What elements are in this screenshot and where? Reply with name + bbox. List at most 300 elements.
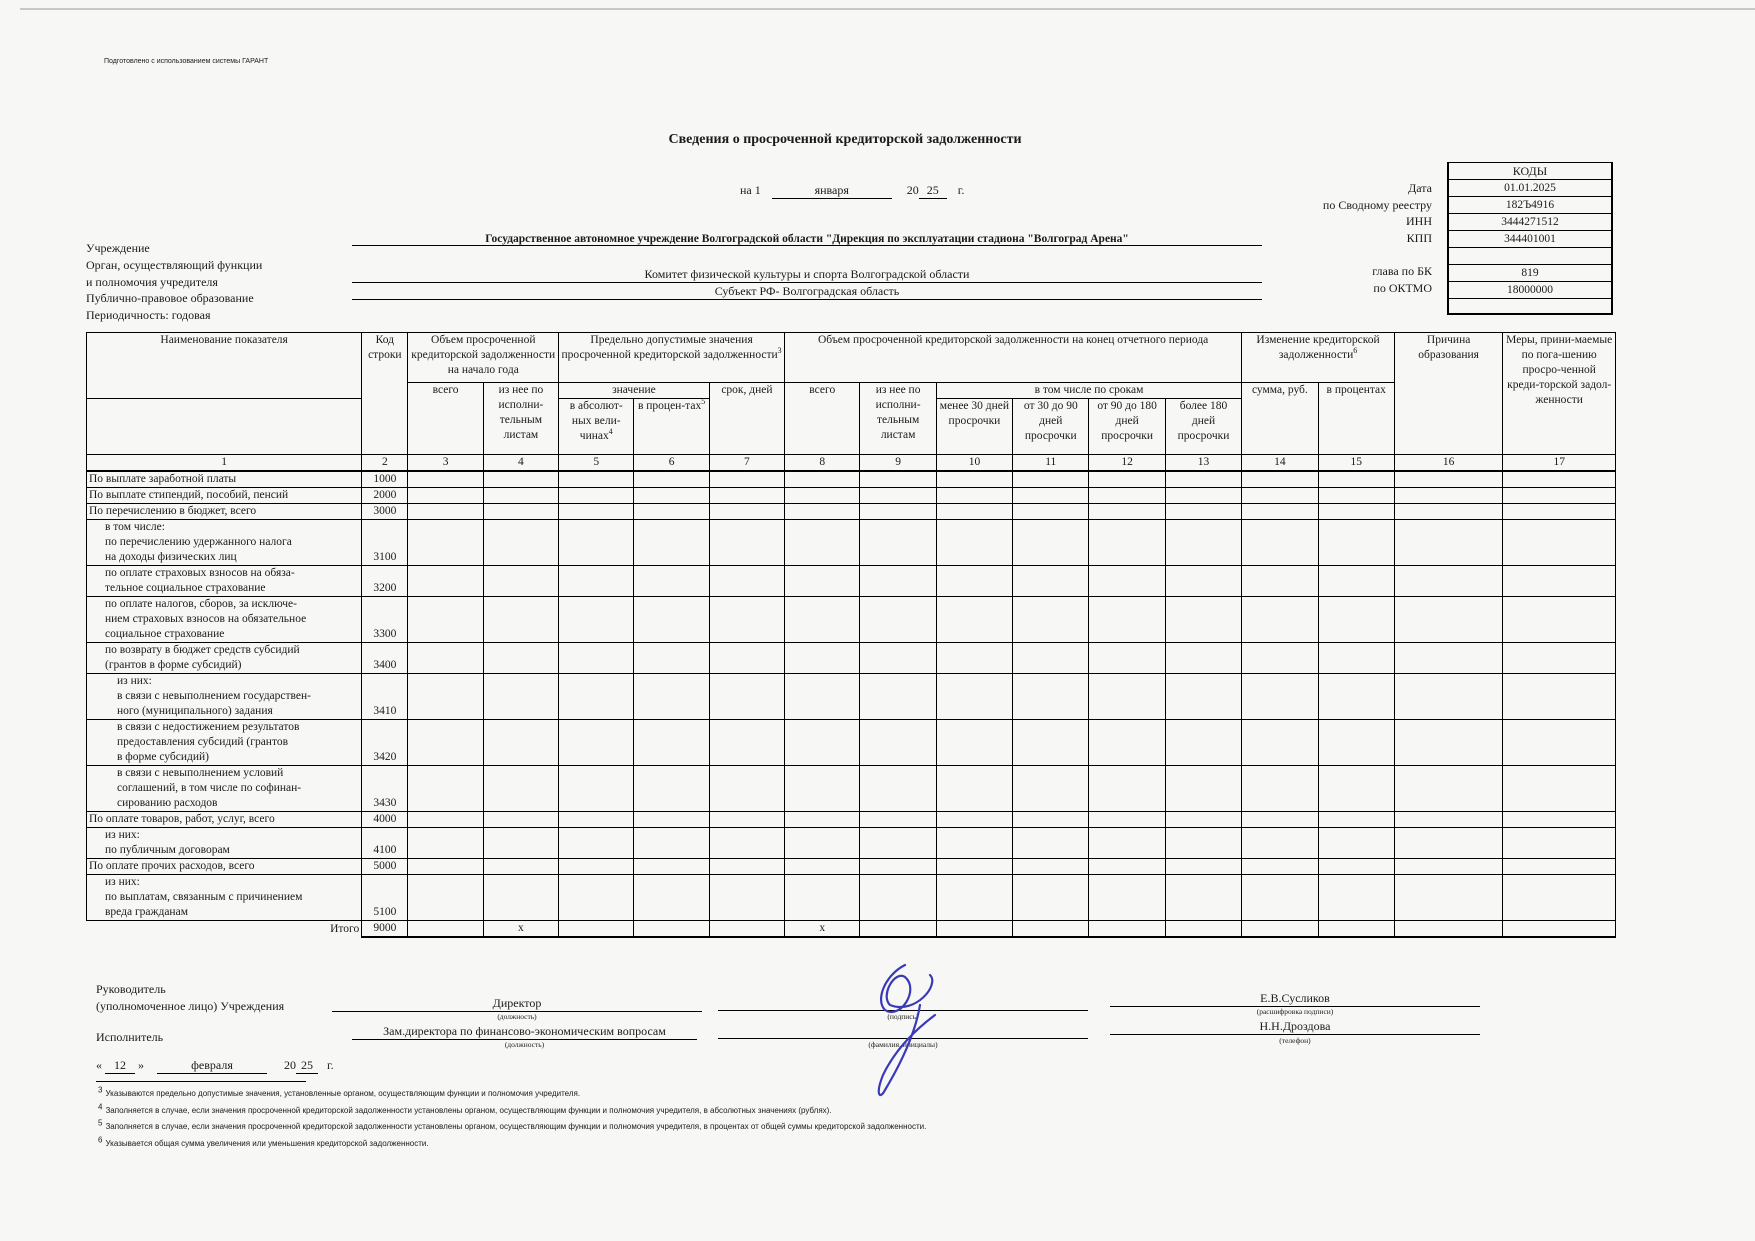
- row-value-cell: [785, 488, 860, 504]
- row-value-cell: [1394, 504, 1502, 520]
- row-value-cell: [634, 859, 709, 875]
- row-value-cell: [936, 875, 1012, 921]
- row-value-cell: [483, 812, 558, 828]
- row-value-cell: [709, 643, 784, 674]
- row-value-cell: [408, 643, 483, 674]
- row-value-cell: [634, 566, 709, 597]
- row-value-cell: [1165, 643, 1241, 674]
- row-value-cell: [1165, 471, 1241, 488]
- row-value-cell: [408, 828, 483, 859]
- prepared-note: Подготовлено с использованием системы ГАРАНТ: [104, 58, 269, 65]
- table-row: [87, 674, 1616, 720]
- row-value-cell: [1089, 566, 1165, 597]
- row-value-cell: [1165, 566, 1241, 597]
- row-value-cell: [1318, 875, 1394, 921]
- total-cell: [408, 921, 483, 938]
- row-value-cell: [1394, 875, 1502, 921]
- exec-fio-caption: (фамилия, инициалы): [868, 1040, 938, 1049]
- col-start-total: всего: [408, 383, 483, 455]
- table-row: [87, 828, 1616, 859]
- row-value-cell: [1242, 643, 1318, 674]
- row-value-cell: [936, 504, 1012, 520]
- row-name: [87, 720, 362, 766]
- row-value-cell: [1089, 720, 1165, 766]
- row-value-cell: [1394, 520, 1502, 566]
- column-index-cell: 15: [1318, 455, 1394, 472]
- row-value-cell: [1503, 859, 1616, 875]
- column-index-cell: 13: [1165, 455, 1241, 472]
- row-value-cell: [1394, 674, 1502, 720]
- table-row: [87, 488, 1616, 504]
- row-value-cell: [559, 643, 634, 674]
- row-name-line: (грантов в форме субсидий): [105, 659, 242, 671]
- row-value-cell: [408, 471, 483, 488]
- report-year: 25: [919, 183, 947, 199]
- document-title: Сведения о просроченной кредиторской задолженности: [668, 132, 1022, 147]
- row-name: [87, 488, 362, 504]
- row-value-cell: [559, 504, 634, 520]
- row-name-line: по оплате страховых взносов на обяза-: [105, 567, 295, 579]
- row-value-cell: [785, 828, 860, 859]
- row-value-cell: [785, 566, 860, 597]
- row-value-cell: [709, 828, 784, 859]
- row-name-line: в связи с невыполнением условий: [117, 767, 284, 779]
- row-value-cell: [1165, 812, 1241, 828]
- exec-position-caption: (должность): [504, 1040, 545, 1049]
- head-name: Е.В.Сусликов: [1110, 991, 1480, 1007]
- row-value-cell: [1089, 597, 1165, 643]
- institution-label: Учреждение: [86, 241, 150, 255]
- row-value-cell: [1318, 488, 1394, 504]
- row-value-cell: [559, 566, 634, 597]
- public-label: Публично-правовое образование: [86, 291, 254, 305]
- row-value-cell: [559, 597, 634, 643]
- row-name-line: на доходы физических лиц: [105, 551, 237, 563]
- exec-position: Зам.директора по финансово-экономическим вопросам: [352, 1024, 697, 1040]
- row-value-cell: [1165, 875, 1241, 921]
- row-value-cell: [1503, 520, 1616, 566]
- row-value-cell: [936, 828, 1012, 859]
- scan-edge: [20, 8, 1755, 10]
- row-name-line: по выплатам, связанным с причинением: [105, 891, 303, 903]
- col-term-2: от 30 до 90 дней просрочки: [1013, 399, 1089, 455]
- row-code: 3000: [362, 504, 408, 520]
- row-value-cell: [1242, 597, 1318, 643]
- col-change-sum: сумма, руб.: [1242, 383, 1318, 455]
- row-value-cell: [709, 488, 784, 504]
- row-code: 3400: [362, 643, 408, 674]
- row-value-cell: [1165, 674, 1241, 720]
- row-code: 3410: [362, 674, 408, 720]
- sign-date: « 12 » февраля 20 25 г.: [96, 1058, 334, 1072]
- row-value-cell: [860, 720, 936, 766]
- column-index-cell: 17: [1503, 455, 1616, 472]
- row-value-cell: [1394, 471, 1502, 488]
- code-bk: 819: [1449, 265, 1611, 282]
- row-value-cell: [1165, 720, 1241, 766]
- row-name-line: По оплате товаров, работ, услуг, всего: [89, 813, 275, 825]
- code-kpp: 344401001: [1449, 231, 1611, 248]
- row-name-line: в том числе:: [105, 521, 165, 533]
- row-value-cell: [559, 766, 634, 812]
- row-value-cell: [1013, 520, 1089, 566]
- row-value-cell: [634, 720, 709, 766]
- row-value-cell: [709, 674, 784, 720]
- row-value-cell: [483, 674, 558, 720]
- footnote-separator: [96, 1081, 306, 1082]
- row-value-cell: [785, 720, 860, 766]
- row-value-cell: [1318, 859, 1394, 875]
- total-x: x: [785, 921, 860, 938]
- row-name: [87, 520, 362, 566]
- row-value-cell: [1013, 766, 1089, 812]
- row-value-cell: [559, 812, 634, 828]
- row-name-line: предоставления субсидий (грантов: [117, 736, 289, 748]
- row-value-cell: [1242, 566, 1318, 597]
- row-name-line: из них:: [105, 829, 140, 841]
- organ-name: Комитет физической культуры и спорта Волгоградской области: [352, 267, 1262, 283]
- column-index-cell: 14: [1242, 455, 1318, 472]
- row-value-cell: [1242, 766, 1318, 812]
- row-value-cell: [709, 812, 784, 828]
- col-term-1: менее 30 дней просрочки: [936, 399, 1012, 455]
- table-row: [87, 471, 1616, 488]
- row-value-cell: [483, 875, 558, 921]
- row-value-cell: [709, 766, 784, 812]
- row-name-line: из них:: [117, 675, 152, 687]
- row-value-cell: [408, 504, 483, 520]
- row-name-line: сированию расходов: [117, 797, 218, 809]
- row-code: 5100: [362, 875, 408, 921]
- period-label: Периодичность: годовая: [86, 308, 211, 322]
- row-value-cell: [860, 643, 936, 674]
- column-index-cell: 8: [785, 455, 860, 472]
- row-value-cell: [408, 812, 483, 828]
- row-value-cell: [1089, 812, 1165, 828]
- col-limit-term: срок, дней: [709, 383, 784, 455]
- table-body: [87, 471, 1616, 937]
- row-value-cell: [785, 766, 860, 812]
- head-name-caption: (расшифровка подписи): [1256, 1007, 1334, 1016]
- row-name: [87, 828, 362, 859]
- row-code: 5000: [362, 859, 408, 875]
- total-cell: [1318, 921, 1394, 938]
- row-value-cell: [936, 766, 1012, 812]
- row-value-cell: [860, 812, 936, 828]
- row-value-cell: [1318, 812, 1394, 828]
- overdue-debt-table: [86, 332, 1616, 938]
- row-value-cell: [709, 520, 784, 566]
- col-limit-header: Предельно допустимые значения просроченной кредиторской задолженности$^3$: [559, 333, 785, 383]
- code-blank: [1449, 248, 1611, 265]
- row-name-line: По выплате заработной платы: [89, 473, 237, 485]
- row-value-cell: [559, 488, 634, 504]
- row-value-cell: [1089, 828, 1165, 859]
- table-row: [87, 520, 1616, 566]
- row-value-cell: [860, 566, 936, 597]
- row-value-cell: [785, 812, 860, 828]
- row-code: 3200: [362, 566, 408, 597]
- row-value-cell: [1503, 488, 1616, 504]
- row-name-line: по возврату в бюджет средств субсидий: [105, 644, 300, 656]
- column-index-cell: 3: [408, 455, 483, 472]
- row-value-cell: [483, 643, 558, 674]
- row-code: 3300: [362, 597, 408, 643]
- row-value-cell: [1165, 766, 1241, 812]
- row-value-cell: [1089, 859, 1165, 875]
- row-value-cell: [559, 859, 634, 875]
- column-index-cell: 9: [860, 455, 936, 472]
- row-value-cell: [1089, 504, 1165, 520]
- codes-head: КОДЫ: [1449, 163, 1611, 180]
- row-value-cell: [1165, 504, 1241, 520]
- row-value-cell: [709, 471, 784, 488]
- sign-month: февраля: [157, 1058, 267, 1074]
- row-value-cell: [1503, 471, 1616, 488]
- row-code: 4000: [362, 812, 408, 828]
- row-value-cell: [936, 520, 1012, 566]
- organ-label-1: Орган, осуществляющий функции: [86, 258, 263, 272]
- row-name-line: по перечислению удержанного налога: [105, 536, 292, 548]
- row-value-cell: [408, 488, 483, 504]
- row-value-cell: [1318, 471, 1394, 488]
- row-value-cell: [483, 828, 558, 859]
- row-value-cell: [408, 674, 483, 720]
- row-value-cell: [1165, 597, 1241, 643]
- table-row: [87, 812, 1616, 828]
- row-code: 3430: [362, 766, 408, 812]
- row-name: [87, 766, 362, 812]
- col-term-3: от 90 до 180 дней просрочки: [1089, 399, 1165, 455]
- row-value-cell: [1013, 875, 1089, 921]
- row-code: 2000: [362, 488, 408, 504]
- col-limit-abs: в абсолют-ных вели-чинах$^4$: [559, 399, 634, 455]
- row-value-cell: [1503, 674, 1616, 720]
- total-x: x: [483, 921, 558, 938]
- footnotes: [98, 1086, 926, 1152]
- row-value-cell: [1013, 504, 1089, 520]
- col-measures-header: Меры, прини-маемые по пога-шению просро-ченной креди-торской задол-женности: [1503, 333, 1616, 455]
- row-name-line: тельное социальное страхование: [105, 582, 266, 594]
- row-value-cell: [860, 597, 936, 643]
- col-start-header: Объем просроченной кредиторской задолженности на начало года: [408, 333, 559, 383]
- row-code: 4100: [362, 828, 408, 859]
- row-value-cell: [1013, 471, 1089, 488]
- row-value-cell: [634, 875, 709, 921]
- row-value-cell: [936, 488, 1012, 504]
- total-label: Итого: [330, 923, 360, 935]
- row-value-cell: [483, 766, 558, 812]
- row-value-cell: [408, 859, 483, 875]
- row-value-cell: [785, 643, 860, 674]
- report-date: на 1 января 20 25 г.: [740, 183, 965, 197]
- row-code: 3100: [362, 520, 408, 566]
- row-value-cell: [408, 566, 483, 597]
- row-name: [87, 875, 362, 921]
- row-value-cell: [936, 471, 1012, 488]
- row-value-cell: [1242, 859, 1318, 875]
- row-name-line: в связи с невыполнением государствен-: [117, 690, 311, 702]
- total-cell: [709, 921, 784, 938]
- row-value-cell: [860, 674, 936, 720]
- col-end-exec: из нее по исполни-тельным листам: [860, 383, 936, 455]
- column-index-cell: 2: [362, 455, 408, 472]
- col-name-header: Наименование показателя: [87, 333, 362, 399]
- total-code: 9000: [362, 921, 408, 938]
- row-value-cell: [1318, 643, 1394, 674]
- row-value-cell: [483, 471, 558, 488]
- row-name: [87, 859, 362, 875]
- row-name-line: социальное страхование: [105, 628, 225, 640]
- row-value-cell: [1013, 643, 1089, 674]
- column-index-row: [87, 455, 1616, 472]
- row-value-cell: [785, 471, 860, 488]
- row-value-cell: [483, 566, 558, 597]
- col-limit-pct: в процен-тах$^5$: [634, 399, 709, 455]
- row-value-cell: [1503, 566, 1616, 597]
- row-name: [87, 597, 362, 643]
- row-value-cell: [709, 566, 784, 597]
- codes-box: [1447, 162, 1613, 315]
- row-value-cell: [1013, 488, 1089, 504]
- col-code-header: Код строки: [362, 333, 408, 455]
- row-value-cell: [785, 859, 860, 875]
- row-value-cell: [860, 520, 936, 566]
- table-row: [87, 643, 1616, 674]
- row-value-cell: [408, 720, 483, 766]
- row-name-line: По выплате стипендий, пособий, пенсий: [89, 489, 289, 501]
- table-row: [87, 504, 1616, 520]
- row-value-cell: [1318, 674, 1394, 720]
- row-value-cell: [860, 766, 936, 812]
- row-value-cell: [860, 828, 936, 859]
- row-value-cell: [936, 674, 1012, 720]
- row-value-cell: [785, 674, 860, 720]
- row-value-cell: [1089, 875, 1165, 921]
- row-value-cell: [1318, 504, 1394, 520]
- total-cell: [1242, 921, 1318, 938]
- code-oktmo: 18000000: [1449, 282, 1611, 299]
- row-value-cell: [559, 720, 634, 766]
- row-value-cell: [1165, 488, 1241, 504]
- row-value-cell: [709, 504, 784, 520]
- column-index-cell: 10: [936, 455, 1012, 472]
- table-row: [87, 875, 1616, 921]
- row-value-cell: [785, 597, 860, 643]
- report-month: января: [772, 183, 892, 199]
- total-cell: [559, 921, 634, 938]
- row-value-cell: [1089, 674, 1165, 720]
- total-cell: [1013, 921, 1089, 938]
- row-value-cell: [1089, 520, 1165, 566]
- row-value-cell: [634, 674, 709, 720]
- exec-name: Н.Н.Дроздова: [1110, 1019, 1480, 1035]
- row-name-line: По перечислению в бюджет, всего: [89, 505, 257, 517]
- total-cell: [936, 921, 1012, 938]
- row-value-cell: [1089, 766, 1165, 812]
- table-row: [87, 597, 1616, 643]
- row-value-cell: [936, 643, 1012, 674]
- row-value-cell: [1242, 875, 1318, 921]
- row-name: [87, 812, 362, 828]
- row-value-cell: [634, 488, 709, 504]
- row-value-cell: [1242, 504, 1318, 520]
- row-value-cell: [1394, 812, 1502, 828]
- row-value-cell: [1013, 828, 1089, 859]
- sign-year: 25: [296, 1058, 318, 1074]
- head-signature-caption: (подпись): [887, 1012, 919, 1021]
- row-value-cell: [1503, 643, 1616, 674]
- row-name-line: по публичным договорам: [105, 844, 230, 856]
- row-name: [87, 643, 362, 674]
- total-cell: [1503, 921, 1616, 938]
- row-name-line: По оплате прочих расходов, всего: [89, 860, 255, 872]
- footnote: 6 Указывается общая сумма увеличения или уменьшения кредиторской задолженности.: [98, 1134, 429, 1148]
- row-value-cell: [709, 720, 784, 766]
- footnote: 4 Заполняется в случае, если значения просроченной кредиторской задолженности установлены органом, осуществляющим функции и полномочия учредителя, в абсолютных значениях (рублях).: [98, 1101, 832, 1115]
- row-value-cell: [634, 766, 709, 812]
- row-value-cell: [1503, 828, 1616, 859]
- row-value-cell: [1089, 643, 1165, 674]
- row-value-cell: [936, 597, 1012, 643]
- head-label-2: (уполномоченное лицо) Учреждения: [96, 999, 285, 1013]
- row-value-cell: [785, 504, 860, 520]
- row-value-cell: [408, 875, 483, 921]
- row-value-cell: [1318, 520, 1394, 566]
- row-value-cell: [408, 766, 483, 812]
- row-name-line: в связи с недостижением результатов: [117, 721, 300, 733]
- row-value-cell: [1089, 471, 1165, 488]
- total-row: [87, 921, 1616, 938]
- column-index-cell: 5: [559, 455, 634, 472]
- table-row: [87, 720, 1616, 766]
- column-index-cell: 1: [87, 455, 362, 472]
- row-value-cell: [483, 720, 558, 766]
- institution-name: Государственное автономное учреждение Волгоградской области "Дирекция по эксплуатации стадиона "Волгоград Арена": [352, 233, 1262, 246]
- row-value-cell: [785, 520, 860, 566]
- row-name: [87, 566, 362, 597]
- row-value-cell: [483, 859, 558, 875]
- row-code: 1000: [362, 471, 408, 488]
- row-value-cell: [1318, 597, 1394, 643]
- exec-phone-caption: (телефон): [1279, 1036, 1311, 1045]
- row-name-line: из них:: [105, 876, 140, 888]
- row-value-cell: [1318, 720, 1394, 766]
- table-row: [87, 766, 1616, 812]
- row-value-cell: [1013, 674, 1089, 720]
- handwritten-signature: [845, 955, 955, 1105]
- row-value-cell: [1242, 488, 1318, 504]
- col-change-pct: в процентах: [1318, 383, 1394, 455]
- organ-label-2: и полномочия учредителя: [86, 275, 218, 289]
- row-value-cell: [1503, 766, 1616, 812]
- column-index-cell: 12: [1089, 455, 1165, 472]
- row-value-cell: [1394, 828, 1502, 859]
- row-value-cell: [1242, 674, 1318, 720]
- total-cell: [1165, 921, 1241, 938]
- col-end-header: Объем просроченной кредиторской задолженности на конец отчетного периода: [785, 333, 1242, 383]
- row-value-cell: [1503, 875, 1616, 921]
- row-name: [87, 504, 362, 520]
- col-start-exec: из нее по исполни-тельным листам: [483, 383, 558, 455]
- row-value-cell: [634, 520, 709, 566]
- row-value-cell: [1503, 720, 1616, 766]
- row-value-cell: [709, 597, 784, 643]
- row-name-line: вреда гражданам: [105, 906, 188, 918]
- col-term-4: более 180 дней просрочки: [1165, 399, 1241, 455]
- head-label-1: Руководитель: [96, 982, 166, 996]
- exec-label: Исполнитель: [96, 1030, 164, 1044]
